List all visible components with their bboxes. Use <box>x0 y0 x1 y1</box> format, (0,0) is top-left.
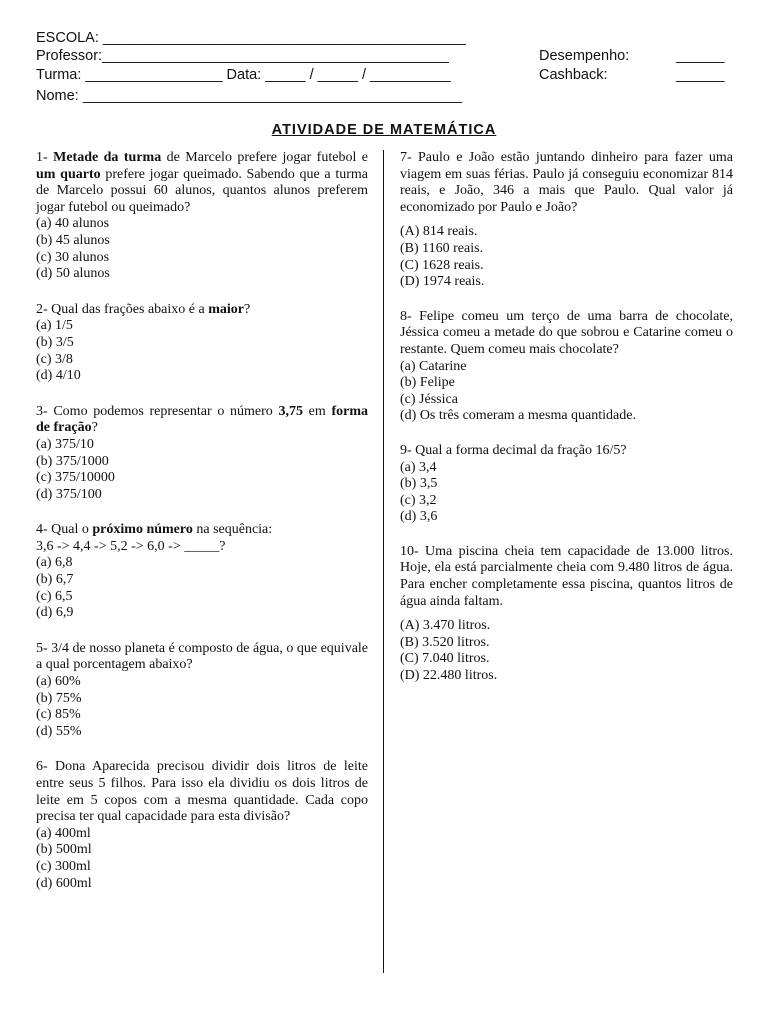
q2-bold-1: maior <box>208 301 244 317</box>
question-5 <box>36 641 368 741</box>
q6-option-d[interactable]: (d) 600ml <box>36 875 92 891</box>
q2-option-b[interactable]: (b) 3/5 <box>36 334 74 350</box>
question-7 <box>400 150 733 291</box>
q4-option-c[interactable]: (c) 6,5 <box>36 588 73 604</box>
right-column <box>400 150 733 685</box>
q7-option-c[interactable]: (C) 1628 reais. <box>400 257 484 273</box>
q1-text-1: 1- <box>36 150 54 165</box>
question-7-stem: 7- Paulo e João estão juntando dinheiro para fazer uma viagem em suas férias. Paulo já conseguiu economizar 814 reais, e João, 346 a mais que Paulo. Qual valor já economizado por Paulo e João? <box>400 150 733 215</box>
question-9 <box>400 443 733 526</box>
question-3 <box>36 404 368 504</box>
q9-option-b[interactable]: (b) 3,5 <box>400 476 438 492</box>
nome-field[interactable]: Nome: _______________________________________________ <box>36 88 462 104</box>
q4-bold-1: próximo número <box>92 522 193 538</box>
question-6-stem: 6- Dona Aparecida precisou dividir dois litros de leite entre seus 5 filhos. Para isso ela dividiu os dois litros de leite em 5 copos com a mesma quantidade. Cada copo precisa ter qual capacidade para esta divisão? <box>36 759 368 825</box>
q2-text-1: 2- Qual das frações abaixo é a <box>36 301 209 317</box>
question-2-options <box>36 318 368 384</box>
q1-text-3: prefere jogar queimado. Sabendo que a turma de Marcelo possui 60 alunos, quantos alunos preferem jogar futebol ou queimado? <box>36 166 368 215</box>
q3-option-d[interactable]: (d) 375/100 <box>36 486 102 502</box>
q3-option-c[interactable]: (c) 375/10000 <box>36 470 115 486</box>
professor-field[interactable]: Professor:___________________________________________ <box>36 48 449 64</box>
q3-option-a[interactable]: (a) 375/10 <box>36 436 94 452</box>
q4-option-a[interactable]: (a) 6,8 <box>36 555 73 571</box>
q2-option-c[interactable]: (c) 3/8 <box>36 351 73 367</box>
q5-option-c[interactable]: (c) 85% <box>36 707 81 723</box>
question-8-stem: 8- Felipe comeu um terço de uma barra de chocolate, Jéssica comeu a metade do que sobrou e Catarine comeu o restante. Quem comeu mais chocolate? <box>400 308 733 357</box>
q8-option-a[interactable]: (a) Catarine <box>400 358 467 374</box>
left-column <box>36 150 368 892</box>
q1-option-c[interactable]: (c) 30 alunos <box>36 249 110 265</box>
q5-option-d[interactable]: (d) 55% <box>36 723 82 739</box>
q3-bold-2: forma de fração <box>36 403 368 436</box>
q6-option-a[interactable]: (a) 400ml <box>36 825 91 841</box>
question-3-options <box>36 437 368 503</box>
q8-option-d[interactable]: (d) Os três comeram a mesma quantidade. <box>400 408 636 424</box>
question-1-stem <box>36 150 368 216</box>
q10-option-c[interactable]: (C) 7.040 litros. <box>400 651 490 667</box>
escola-field[interactable]: ESCOLA: _____________________________________________ <box>36 30 466 46</box>
column-divider <box>383 150 384 973</box>
question-6-options <box>36 826 368 892</box>
cashback-label: Cashback: <box>539 67 608 83</box>
q6-option-b[interactable]: (b) 500ml <box>36 842 92 858</box>
q10-option-a[interactable]: (A) 3.470 litros. <box>400 618 491 634</box>
q4-option-d[interactable]: (d) 6,9 <box>36 605 74 621</box>
q3-text-1: 3- Como podemos representar o número <box>36 403 279 419</box>
q1-option-b[interactable]: (b) 45 alunos <box>36 232 110 248</box>
q4-text-1: 4- Qual o <box>36 522 93 538</box>
q1-text-2: de Marcelo prefere jogar futebol e <box>161 150 368 165</box>
question-5-stem: 5- 3/4 de nosso planeta é composto de água, o que equivale a qual porcentagem abaixo? <box>36 640 369 673</box>
question-4-options <box>36 555 368 621</box>
question-8-options <box>400 359 733 425</box>
q7-option-b[interactable]: (B) 1160 reais. <box>400 240 484 256</box>
q10-option-d[interactable]: (D) 22.480 litros. <box>400 668 498 684</box>
question-9-stem: 9- Qual a forma decimal da fração 16/5? <box>400 442 627 458</box>
q3-text-3: ? <box>91 420 98 436</box>
q4-text-2: na sequência: <box>192 522 273 538</box>
question-2-stem <box>36 302 368 319</box>
q3-option-b[interactable]: (b) 375/1000 <box>36 453 109 469</box>
q6-option-c[interactable]: (c) 300ml <box>36 858 91 874</box>
q5-option-a[interactable]: (a) 60% <box>36 674 81 690</box>
question-10-options <box>400 618 733 684</box>
question-10 <box>400 544 733 685</box>
question-10-stem: 10- Uma piscina cheia tem capacidade de 13.000 litros. Hoje, ela está parcialmente cheia com 9.480 litros de água. Para encher completamente essa piscina, quantos litros de água ainda faltam. <box>400 543 733 609</box>
q3-bold-1: 3,75 <box>278 403 303 419</box>
q5-option-b[interactable]: (b) 75% <box>36 690 82 706</box>
page-title <box>0 122 768 138</box>
q3-text-2: em <box>302 403 332 419</box>
q1-option-d[interactable]: (d) 50 alunos <box>36 266 110 282</box>
q2-option-d[interactable]: (d) 4/10 <box>36 368 81 384</box>
q1-bold-1: Metade da turma <box>53 150 162 165</box>
question-4 <box>36 522 368 622</box>
q10-option-b[interactable]: (B) 3.520 litros. <box>400 634 490 650</box>
q8-option-b[interactable]: (b) Felipe <box>400 375 455 391</box>
question-2 <box>36 302 368 385</box>
question-7-options <box>400 224 733 290</box>
question-1-options <box>36 216 368 282</box>
question-4-sequence: 3,6 -> 4,4 -> 5,2 -> 6,0 -> _____? <box>36 538 226 554</box>
page-title-text: ATIVIDADE DE MATEMÁTICA <box>271 122 497 138</box>
q1-option-a[interactable]: (a) 40 alunos <box>36 216 110 232</box>
question-6 <box>36 759 368 892</box>
q9-option-d[interactable]: (d) 3,6 <box>400 509 438 525</box>
q2-text-2: ? <box>243 301 251 317</box>
question-1 <box>36 150 368 283</box>
q4-option-b[interactable]: (b) 6,7 <box>36 572 74 588</box>
desempenho-blank[interactable]: ______ <box>676 48 725 64</box>
question-4-stem <box>36 522 368 539</box>
q8-option-c[interactable]: (c) Jéssica <box>400 391 458 407</box>
turma-data-field[interactable]: Turma: _________________ Data: _____ / _____ / __________ <box>36 67 451 83</box>
q7-option-a[interactable]: (A) 814 reais. <box>400 224 478 240</box>
q9-option-c[interactable]: (c) 3,2 <box>400 492 437 508</box>
q9-option-a[interactable]: (a) 3,4 <box>400 459 437 475</box>
question-8 <box>400 309 733 425</box>
desempenho-label: Desempenho: <box>539 48 630 64</box>
cashback-blank[interactable]: ______ <box>676 67 725 83</box>
q2-option-a[interactable]: (a) 1/5 <box>36 318 73 334</box>
question-9-options <box>400 460 733 526</box>
question-3-stem <box>36 404 368 437</box>
q1-bold-2: um quarto <box>36 166 101 182</box>
question-5-options <box>36 674 368 740</box>
q7-option-d[interactable]: (D) 1974 reais. <box>400 274 485 290</box>
